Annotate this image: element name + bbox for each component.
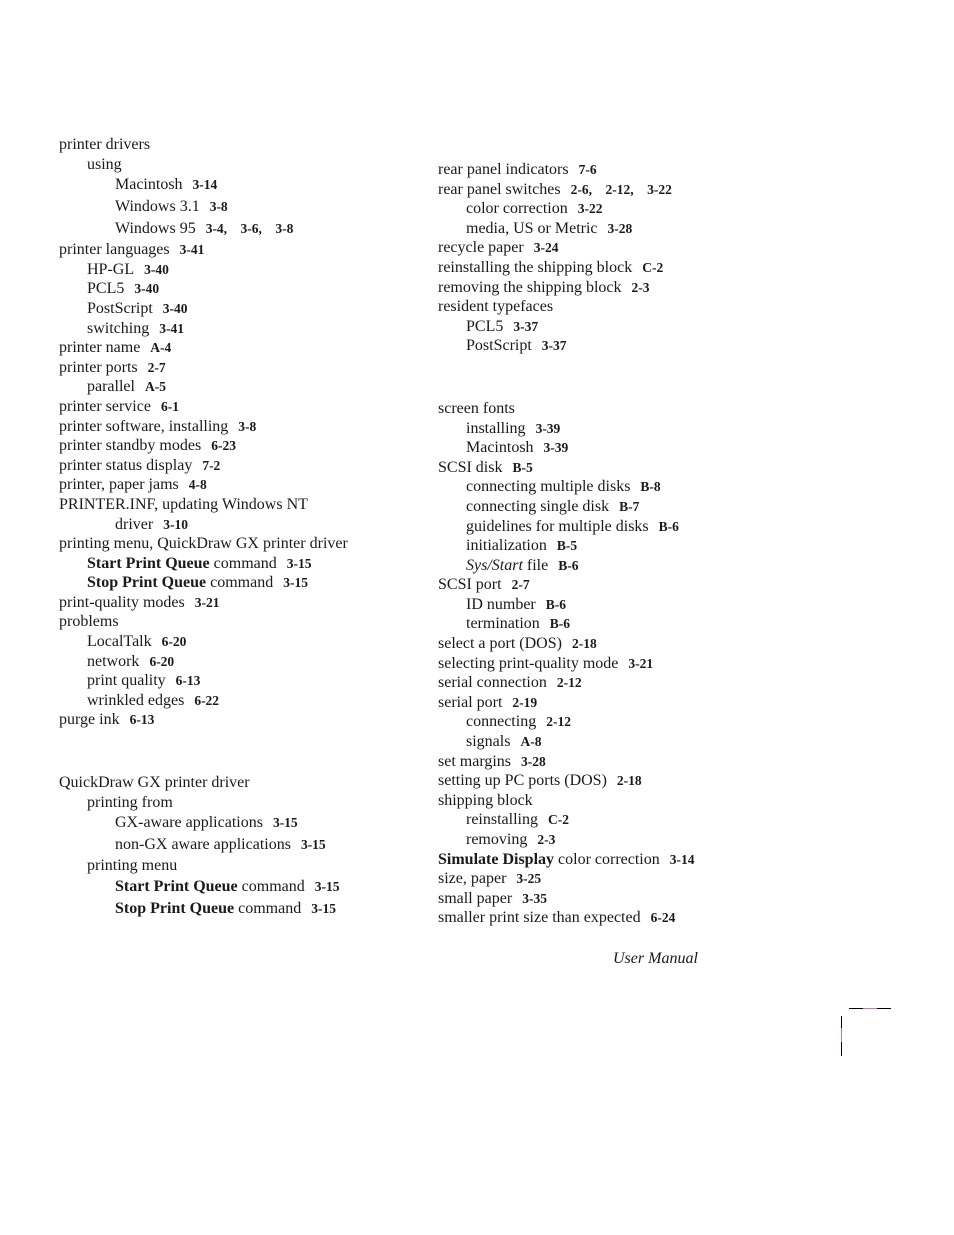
entry-term: printer, paper jams <box>59 476 179 494</box>
index-entry <box>59 456 409 476</box>
entry-term: network <box>87 652 140 670</box>
entry-term-bold: Start Print Queue <box>87 554 210 572</box>
entry-page-ref[interactable]: 2-18 <box>616 773 642 789</box>
entry-page-ref[interactable]: 3-24 <box>533 240 559 256</box>
entry-term: media, US or Metric <box>466 219 598 237</box>
entry-term: printer service <box>59 397 151 415</box>
entry-page-ref[interactable]: 4-8 <box>188 477 207 493</box>
entry-page-ref[interactable]: 3-15 <box>314 878 340 894</box>
index-subentry <box>438 712 768 732</box>
entry-page-ref[interactable]: 6-24 <box>650 910 676 926</box>
index-subentry <box>438 219 768 239</box>
entry-term: Macintosh <box>466 439 534 457</box>
entry-term: shipping block <box>438 791 533 809</box>
entry-term: serial connection <box>438 674 547 692</box>
entry-page-ref[interactable]: 6-22 <box>194 692 220 708</box>
entry-term: connecting multiple disks <box>466 478 631 496</box>
entry-page-ref[interactable]: 2-7 <box>147 359 166 375</box>
entry-term: color correction <box>554 850 660 868</box>
index-entry <box>59 417 409 437</box>
entry-term: PostScript <box>466 337 532 355</box>
entry-term: GX-aware applications <box>115 814 263 832</box>
entry-term: PCL5 <box>466 317 504 335</box>
entry-term: command <box>206 574 274 592</box>
index-subentry <box>59 898 409 920</box>
entry-term: command <box>237 877 305 895</box>
index-entry <box>438 850 768 870</box>
entry-page-ref[interactable]: 3-41 <box>179 242 205 258</box>
entry-term: select a port (DOS) <box>438 635 562 653</box>
entry-term: guidelines for multiple disks <box>466 517 649 535</box>
entry-term: problems <box>59 613 119 631</box>
index-subentry <box>59 319 409 339</box>
index-entry <box>59 773 409 793</box>
entry-page-ref[interactable]: B-5 <box>512 459 533 475</box>
section-gap <box>438 356 768 399</box>
entry-term-bold: Simulate Display <box>438 850 555 868</box>
entry-term: command <box>209 554 277 572</box>
index-subentry <box>59 876 409 898</box>
entry-page-ref[interactable]: 6-20 <box>149 653 175 669</box>
index-entry <box>438 180 768 200</box>
index-entry <box>438 673 768 693</box>
entry-page-ref[interactable]: 3-40 <box>134 281 160 297</box>
entry-term: removing the shipping block <box>438 278 622 296</box>
index-entry <box>438 160 768 180</box>
entry-page-ref[interactable]: B-6 <box>558 557 579 573</box>
entry-term: PRINTER.INF, updating Windows NT <box>59 495 308 513</box>
entry-term: LocalTalk <box>87 633 152 651</box>
index-entry <box>59 358 409 378</box>
index-entry <box>438 693 768 713</box>
index-subentry <box>59 834 409 856</box>
index-subentry <box>59 554 409 574</box>
index-subentry <box>438 517 768 537</box>
entry-term: connecting <box>466 713 537 731</box>
entry-term: recycle paper <box>438 239 524 257</box>
entry-page-ref[interactable]: 3-40 <box>144 261 169 277</box>
entry-term: print-quality modes <box>59 593 185 611</box>
entry-term: driver <box>115 515 154 533</box>
index-column-left <box>59 135 409 920</box>
entry-term: connecting single disk <box>466 497 610 515</box>
entry-page-ref[interactable]: 3-21 <box>628 655 654 671</box>
index-subentry <box>438 317 768 337</box>
index-subentry <box>438 336 768 356</box>
entry-term: parallel <box>87 378 135 396</box>
index-entry <box>59 135 409 155</box>
entry-page-ref[interactable]: 2-12 <box>556 675 582 691</box>
entry-page-ref[interactable]: 7-6 <box>578 162 597 177</box>
index-subentry <box>59 196 409 218</box>
index-subentry <box>59 691 409 711</box>
entry-term: HP-GL <box>87 260 135 278</box>
index-entry <box>438 889 768 909</box>
entry-term: printer status display <box>59 456 193 474</box>
entry-term: PostScript <box>87 299 153 317</box>
entry-term: printing menu <box>87 857 178 875</box>
index-subentry <box>438 595 768 615</box>
entry-page-ref[interactable]: A-4 <box>150 340 172 356</box>
index-entry <box>438 752 768 772</box>
entry-page-ref[interactable]: 2-3 <box>631 279 650 295</box>
index-subentry <box>438 438 768 458</box>
footer-manual-title: User Manual <box>613 950 698 967</box>
entry-term: set margins <box>438 752 512 770</box>
entry-term: reinstalling the shipping block <box>438 258 633 276</box>
section-gap <box>59 730 409 773</box>
entry-term: printer software, installing <box>59 417 229 435</box>
entry-term: installing <box>466 419 526 437</box>
index-subentry <box>59 299 409 319</box>
entry-page-ref[interactable]: 3-37 <box>513 318 539 334</box>
entry-term: printing from <box>87 793 173 811</box>
entry-term: purge ink <box>59 711 120 729</box>
entry-page-ref[interactable]: B-6 <box>549 616 571 632</box>
index-subentry <box>438 419 768 439</box>
entry-term: file <box>522 556 549 574</box>
entry-page-ref[interactable]: 3-39 <box>535 420 561 436</box>
entry-page-ref[interactable]: B-5 <box>556 538 578 554</box>
entry-term: printer languages <box>59 241 170 259</box>
corner-rule-vertical-accent <box>841 1028 842 1042</box>
index-subentry <box>59 671 409 691</box>
entry-page-ref[interactable]: 7-2 <box>202 457 221 473</box>
index-entry <box>438 771 768 791</box>
index-entry <box>59 338 409 358</box>
index-entry <box>438 869 768 889</box>
entry-term: using <box>87 155 122 173</box>
index-subentry <box>438 830 768 850</box>
entry-page-ref[interactable]: 2-18 <box>571 636 597 652</box>
entry-term: print quality <box>87 672 166 690</box>
entry-page-ref[interactable]: 3-14 <box>192 177 218 193</box>
entry-term: size, paper <box>438 870 507 888</box>
entry-term-italic: Sys/Start <box>466 556 523 574</box>
entry-term-bold: Stop Print Queue <box>115 899 235 917</box>
entry-term: serial port <box>438 693 503 711</box>
entry-term: printer standby modes <box>59 437 202 455</box>
entry-page-ref[interactable]: 3-15 <box>272 815 298 831</box>
entry-page-ref[interactable]: 3-15 <box>311 900 336 916</box>
index-entry <box>438 908 768 928</box>
index-subentry <box>59 573 409 593</box>
entry-page-ref[interactable]: 3-15 <box>300 837 326 853</box>
entry-term: ID number <box>466 595 536 613</box>
entry-page-ref[interactable]: 3-40 <box>162 300 188 316</box>
entry-page-ref[interactable]: 3-39 <box>543 440 569 456</box>
index-entry <box>438 278 768 298</box>
index-entry <box>438 654 768 674</box>
index-subentry <box>438 810 768 830</box>
entry-page-ref[interactable]: 2-19 <box>512 694 538 710</box>
index-entry <box>59 710 409 730</box>
entry-term: setting up PC ports (DOS) <box>438 772 607 790</box>
entry-term: smaller print size than expected <box>438 909 641 927</box>
entry-page-ref[interactable]: 3-15 <box>286 555 312 571</box>
index-subentry <box>59 218 409 240</box>
entry-term: rear panel indicators <box>438 161 569 178</box>
entry-page-ref[interactable]: 3-22 <box>577 201 603 217</box>
index-entry <box>59 397 409 417</box>
entry-page-ref[interactable]: 3-25 <box>516 871 542 887</box>
index-entry <box>59 475 409 495</box>
index-subentry <box>438 556 768 576</box>
entry-page-ref[interactable]: 3-41 <box>159 320 184 336</box>
index-entry <box>59 612 409 632</box>
index-entry <box>59 240 409 260</box>
corner-rule-horizontal-accent <box>863 1008 877 1009</box>
index-subentry <box>438 614 768 634</box>
entry-term: selecting print-quality mode <box>438 654 619 672</box>
entry-page-ref[interactable]: 2-6, 2-12, 3-22 <box>570 181 672 197</box>
entry-page-ref[interactable]: 3-37 <box>541 338 567 354</box>
index-subentry <box>438 536 768 556</box>
entry-term-bold: Stop Print Queue <box>87 574 207 592</box>
index-subentry <box>59 155 409 175</box>
entry-term: switching <box>87 319 150 337</box>
entry-page-ref[interactable]: B-7 <box>619 498 640 514</box>
index-subentry <box>59 812 409 834</box>
entry-page-ref[interactable]: 6-20 <box>161 634 187 650</box>
index-subentry <box>59 515 409 535</box>
entry-page-ref[interactable]: C-2 <box>642 259 664 275</box>
index-column-right <box>438 160 768 928</box>
entry-page-ref[interactable]: 3-8 <box>238 418 257 434</box>
entry-page-ref[interactable]: 3-10 <box>163 516 188 532</box>
entry-page-ref[interactable]: B-6 <box>545 596 567 612</box>
entry-term: printer name <box>59 339 141 357</box>
index-subentry <box>438 497 768 517</box>
entry-page-ref[interactable]: 3-21 <box>194 594 220 610</box>
index-subentry <box>59 377 409 397</box>
index-subentry <box>438 477 768 497</box>
entry-page-ref[interactable]: 6-13 <box>129 712 155 728</box>
entry-term: printing menu, QuickDraw GX printer driver <box>59 535 348 553</box>
index-entry <box>438 458 768 478</box>
entry-term: Macintosh <box>115 176 183 194</box>
entry-term: SCSI port <box>438 576 502 594</box>
entry-term: reinstalling <box>466 811 538 829</box>
entry-page-ref[interactable]: 3-15 <box>283 575 308 591</box>
index-entry <box>438 399 768 419</box>
entry-term: removing <box>466 831 528 848</box>
entry-page-ref[interactable]: 3-4, 3-6, 3-8 <box>205 221 294 237</box>
entry-page-ref[interactable]: 6-13 <box>175 673 201 689</box>
entry-term: screen fonts <box>438 399 515 417</box>
index-entry <box>438 258 768 278</box>
entry-page-ref[interactable]: 2-7 <box>511 577 530 593</box>
entry-term: non-GX aware applications <box>115 836 291 854</box>
entry-term: Windows 95 <box>115 220 196 238</box>
index-subentry <box>59 279 409 299</box>
entry-term: termination <box>466 615 540 633</box>
index-entry <box>59 593 409 613</box>
index-subentry <box>59 174 409 196</box>
entry-term: PCL5 <box>87 280 125 298</box>
entry-term: command <box>234 899 302 917</box>
entry-page-ref[interactable]: C-2 <box>547 812 569 828</box>
entry-page-ref[interactable]: 3-28 <box>607 220 633 236</box>
entry-page-ref[interactable]: A-8 <box>520 734 542 750</box>
entry-page-ref[interactable]: B-8 <box>640 479 661 495</box>
index-entry <box>438 238 768 258</box>
index-subentry <box>59 856 409 876</box>
index-entry <box>438 297 768 317</box>
entry-term: signals <box>466 733 511 751</box>
index-subentry <box>59 632 409 652</box>
entry-term: rear panel switches <box>438 180 561 198</box>
entry-page-ref[interactable]: 2-12 <box>546 714 571 730</box>
entry-page-ref[interactable]: B-6 <box>658 518 679 534</box>
index-entry <box>438 575 768 595</box>
entry-term: QuickDraw GX printer driver <box>59 774 250 792</box>
entry-term: color correction <box>466 200 568 218</box>
entry-page-ref[interactable]: 6-1 <box>160 398 179 414</box>
entry-page-ref[interactable]: 2-3 <box>537 832 556 847</box>
entry-term: SCSI disk <box>438 458 503 476</box>
index-entry <box>59 495 409 515</box>
index-entry <box>59 436 409 456</box>
index-entry <box>438 634 768 654</box>
entry-term: resident typefaces <box>438 298 554 316</box>
entry-page-ref[interactable]: 3-8 <box>209 199 228 215</box>
entry-page-ref[interactable]: A-5 <box>144 379 166 395</box>
index-entry <box>438 791 768 811</box>
index-subentry <box>59 260 409 280</box>
index-subentry <box>59 652 409 672</box>
entry-term: Windows 3.1 <box>115 198 200 216</box>
index-subentry <box>438 732 768 752</box>
entry-term-bold: Start Print Queue <box>115 877 238 895</box>
entry-term: printer drivers <box>59 136 151 153</box>
index-entry <box>59 534 409 554</box>
index-subentry <box>438 199 768 219</box>
entry-page-ref[interactable]: 3-14 <box>669 851 695 867</box>
index-subentry <box>59 793 409 813</box>
entry-term: wrinkled edges <box>87 691 185 709</box>
entry-term: initialization <box>466 537 547 555</box>
entry-page-ref[interactable]: 3-28 <box>521 753 546 769</box>
entry-term: printer ports <box>59 358 138 376</box>
entry-page-ref[interactable]: 3-35 <box>522 890 547 906</box>
entry-page-ref[interactable]: 6-23 <box>211 438 236 454</box>
entry-term: small paper <box>438 889 513 907</box>
